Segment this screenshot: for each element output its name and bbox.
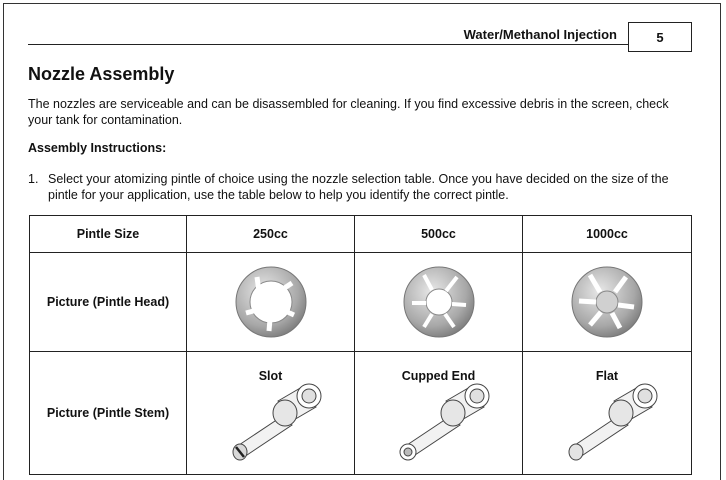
pintle-table: [29, 215, 692, 475]
table-cell: [187, 253, 355, 352]
row-label: Picture (Pintle Head): [30, 253, 187, 352]
table-row: [30, 352, 692, 475]
header-cell: 500cc: [355, 216, 523, 253]
intro-paragraph: The nozzles are serviceable and can be disassembled for cleaning. If you find excessive debris in the screen, check your tank for contamination.: [28, 97, 669, 127]
table-cell: [523, 253, 692, 352]
pintle-stem-flat-icon: [552, 383, 662, 467]
table-cell: [187, 352, 355, 475]
stem-type-label: Slot: [258, 369, 283, 383]
step-number: 1.: [28, 172, 39, 186]
pintle-head-1000cc-icon: [570, 265, 644, 339]
header-cell: 1000cc: [523, 216, 692, 253]
table-header-row: [30, 216, 692, 253]
assembly-heading: Assembly Instructions:: [28, 141, 167, 155]
header-title: Water/Methanol Injection: [463, 27, 617, 42]
pintle-stem-cupped-icon: [384, 383, 494, 467]
table-cell: [355, 253, 523, 352]
table-cell: [355, 352, 523, 475]
stem-type-label: Flat: [595, 369, 619, 383]
pintle-stem-slot-icon: [216, 383, 326, 467]
pintle-head-500cc-icon: [402, 265, 476, 339]
step-text: Select your atomizing pintle of choice using the nozzle selection table. Once you have decided on the size of the pintle for your application, use the table below to help you identify the correct pintle.: [48, 172, 669, 202]
page-number: 5: [628, 22, 692, 52]
table-row: [30, 253, 692, 352]
header-cell: Pintle Size: [30, 216, 187, 253]
pintle-head-250cc-icon: [234, 265, 308, 339]
header-rule: [28, 44, 628, 45]
section-title: Nozzle Assembly: [28, 64, 175, 84]
stem-type-label: Cupped End: [401, 369, 476, 383]
step-item: [28, 171, 692, 203]
header-cell: 250cc: [187, 216, 355, 253]
row-label: Picture (Pintle Stem): [30, 352, 187, 475]
table-cell: [523, 352, 692, 475]
